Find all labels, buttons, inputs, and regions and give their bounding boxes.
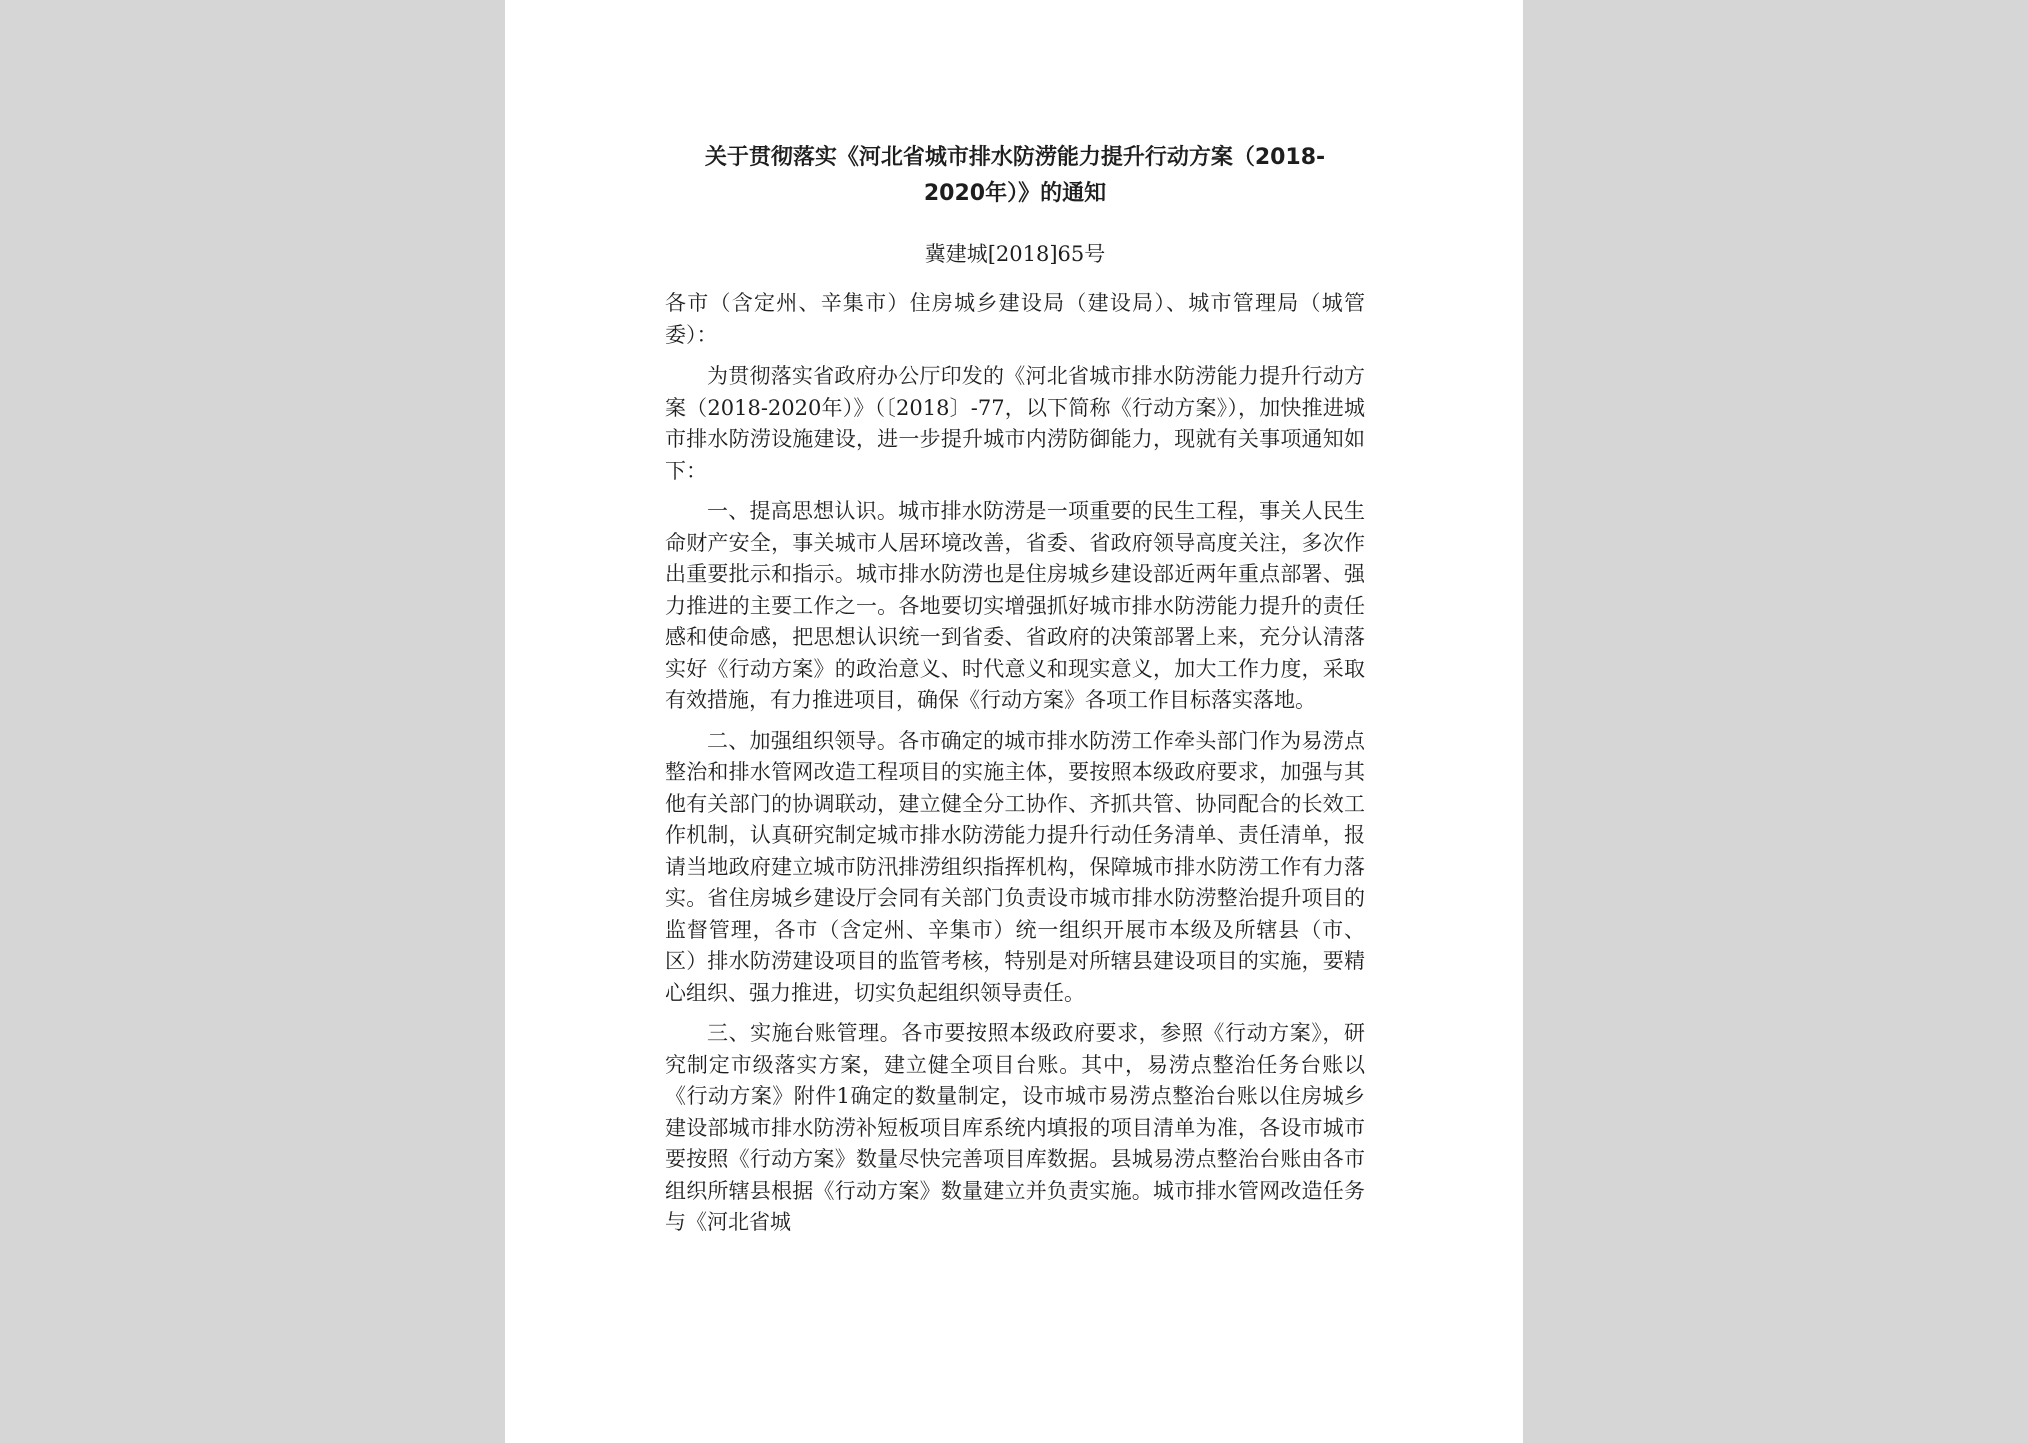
title-line-1: 关于贯彻落实《河北省城市排水防涝能力提升行动方案（2018- [704,145,1326,170]
paragraph-section-1: 一、提高思想认识。城市排水防涝是一项重要的民生工程，事关人民生命财产安全，事关城市人居环境改善，省委、省政府领导高度关注，多次作出重要批示和指示。城市排水防涝也是住房城乡建设部近两年重点部署、强力推进的主要工作之一。各地要切实增强抓好城市排水防涝能力提升的责任感和使命感，把思想认识统一到省委、省政府的决策部署上来，充分认清落实好《行动方案》的政治意义、时代意义和现实意义，加大工作力度，采取有效措施，有力推进项目，确保《行动方案》各项工作目标落实落地。 [665,499,1365,712]
paragraph-section-2: 二、加强组织领导。各市确定的城市排水防涝工作牵头部门作为易涝点整治和排水管网改造工程项目的实施主体，要按照本级政府要求，加强与其他有关部门的协调联动，建立健全分工协作、齐抓共管、协同配合的长效工作机制，认真研究制定城市排水防涝能力提升行动任务清单、责任清单，报请当地政府建立城市防汛排涝组织指挥机构，保障城市排水防涝工作有力落实。省住房城乡建设厅会同有关部门负责设市城市排水防涝整治提升项目的监督管理，各市（含定州、辛集市）统一组织开展市本级及所辖县（市、区）排水防涝建设项目的监管考核，特别是对所辖县建设项目的实施，要精心组织、强力推进，切实负起组织领导责任。 [665,728,1365,1005]
document-title [665,140,1365,212]
paragraph-intro: 为贯彻落实省政府办公厅印发的《河北省城市排水防涝能力提升行动方案（2018-2020年）》（〔2018〕-77，以下简称《行动方案》），加快推进城市排水防涝设施建设，进一步提升城市内涝防御能力，现就有关事项通知如下： [665,364,1365,483]
paragraph-section-3: 三、实施台账管理。各市要按照本级政府要求，参照《行动方案》，研究制定市级落实方案，建立健全项目台账。其中，易涝点整治任务台账以《行动方案》附件1确定的数量制定，设市城市易涝点整治台账以住房城乡建设部城市排水防涝补短板项目库系统内填报的项目清单为准，各设市城市要按照《行动方案》数量尽快完善项目库数据。县城易涝点整治台账由各市组织所辖县根据《行动方案》数量建立并负责实施。城市排水管网改造任务与《河北省城 [665,1021,1365,1234]
document-number: 冀建城[2018]65号 [924,242,1106,266]
page-content [665,140,1365,1248]
document-page [505,0,1523,1443]
salutation: 各市（含定州、辛集市）住房城乡建设局（建设局）、城市管理局（城管委）： [665,291,1365,347]
title-line-2: 2020年）》的通知 [923,181,1107,206]
